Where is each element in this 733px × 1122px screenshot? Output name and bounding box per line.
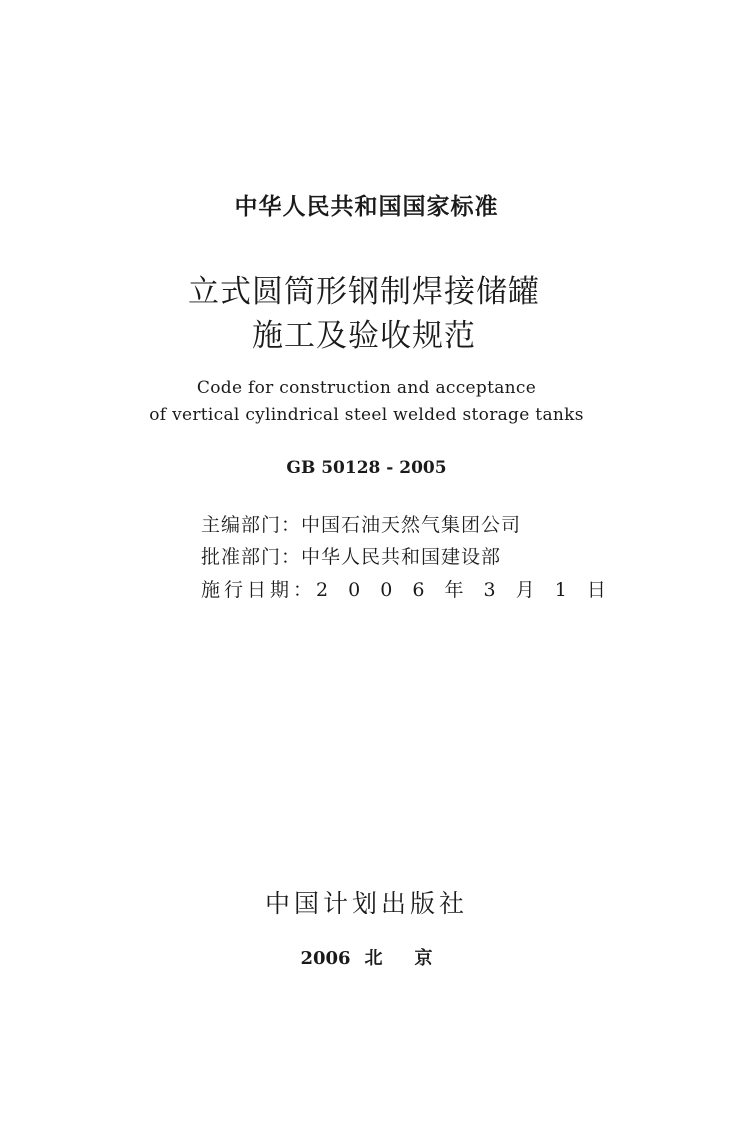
standard-code: GB 50128 - 2005 [286, 458, 447, 478]
title-english-line-2: of vertical cylindrical steel welded storage tanks [149, 405, 584, 425]
publication-city-part-2: 京 [414, 948, 433, 969]
approver-department: 批准部门：中华人民共和国建设部 [201, 546, 502, 568]
publication-line [0, 944, 733, 970]
publication-city-part-1: 北 [364, 948, 383, 969]
publisher-name: 中国计划出版社 [264, 889, 468, 918]
publication-year: 2006 [300, 948, 351, 969]
title-english-line-1: Code for construction and acceptance [196, 378, 537, 398]
title-chinese-line-1: 立式圆筒形钢制焊接储罐 [188, 274, 540, 310]
effective-date: 施行日期：2 0 0 6 年 3 月 1 日 [201, 579, 610, 601]
title-chinese-line-2: 施工及验收规范 [252, 318, 476, 354]
editor-department: 主编部门：中国石油天然气集团公司 [201, 514, 522, 536]
standard-type-heading: 中华人民共和国国家标准 [234, 194, 499, 220]
